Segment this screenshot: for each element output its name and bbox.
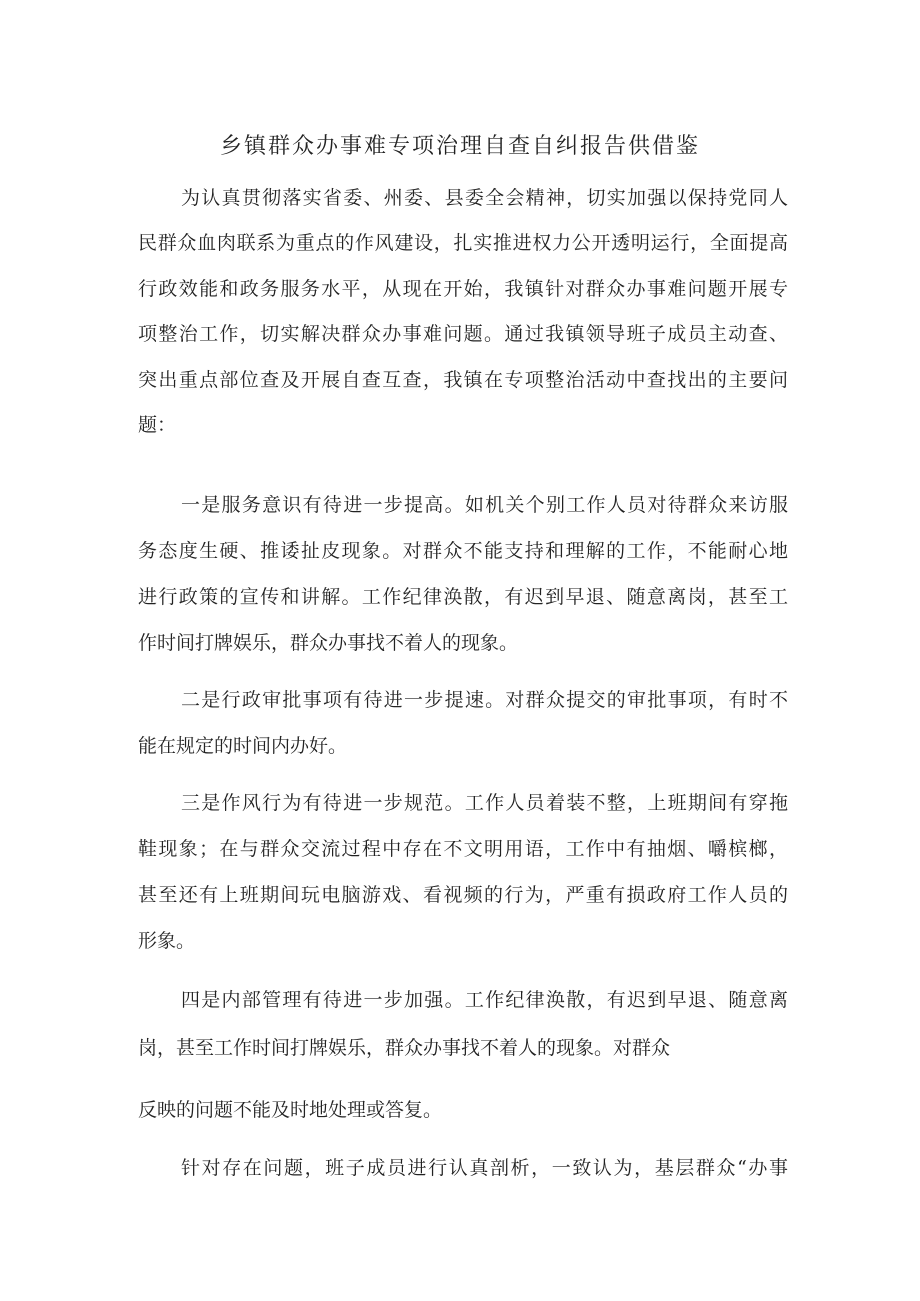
paragraph-line: 为认真贯彻落实省委、州委、县委全会精神，切实加强以保持党同人 bbox=[181, 187, 788, 209]
paragraph-line: 务态度生硬、推诿扯皮现象。对群众不能支持和理解的工作，不能耐心地 bbox=[138, 540, 788, 562]
paragraph-line: 岗，甚至工作时间打牌娱乐，群众办事找不着人的现象。对群众 bbox=[138, 1037, 671, 1059]
paragraph-line: 甚至还有上班期间玩电脑游戏、看视频的行为，严重有损政府工作人员的 bbox=[138, 884, 788, 906]
paragraph-line: 反映的问题不能及时地处理或答复。 bbox=[138, 1099, 443, 1121]
document-title: 乡镇群众办事难专项治理自查自纠报告供借鉴 bbox=[219, 134, 700, 159]
paragraph-line: 进行政策的宣传和讲解。工作纪律涣散，有迟到早退、随意离岗，甚至工 bbox=[138, 586, 788, 608]
paragraph-line: 项整治工作，切实解决群众办事难问题。通过我镇领导班子成员主动查、 bbox=[138, 323, 788, 345]
paragraph-line: 一是服务意识有待进一步提高。如机关个别工作人员对待群众来访服 bbox=[181, 494, 788, 516]
paragraph-line: 突出重点部位查及开展自查互查，我镇在专项整治活动中查找出的主要问 bbox=[138, 369, 788, 391]
paragraph-line: 作时间打牌娱乐，群众办事找不着人的现象。 bbox=[138, 632, 519, 654]
paragraph-line: 能在规定的时间内办好。 bbox=[138, 735, 348, 757]
paragraph-line: 行政效能和政务服务水平，从现在开始，我镇针对群众办事难问题开展专 bbox=[138, 278, 788, 300]
paragraph-line: 针对存在问题，班子成员进行认真剖析，一致认为，基层群众“办事 bbox=[181, 1157, 788, 1179]
paragraph-line: 形象。 bbox=[138, 930, 196, 952]
paragraph-line: 二是行政审批事项有待进一步提速。对群众提交的审批事项，有时不 bbox=[181, 689, 788, 711]
paragraph-line: 鞋现象；在与群众交流过程中存在不文明用语，工作中有抽烟、嚼槟榔， bbox=[138, 838, 788, 860]
paragraph-line: 民群众血肉联系为重点的作风建设，扎实推进权力公开透明运行，全面提高 bbox=[138, 232, 788, 254]
paragraph-line: 四是内部管理有待进一步加强。工作纪律涣散，有迟到早退、随意离 bbox=[181, 989, 788, 1011]
paragraph-line: 题： bbox=[138, 414, 177, 436]
paragraph-line: 三是作风行为有待进一步规范。工作人员着装不整，上班期间有穿拖 bbox=[181, 792, 788, 814]
